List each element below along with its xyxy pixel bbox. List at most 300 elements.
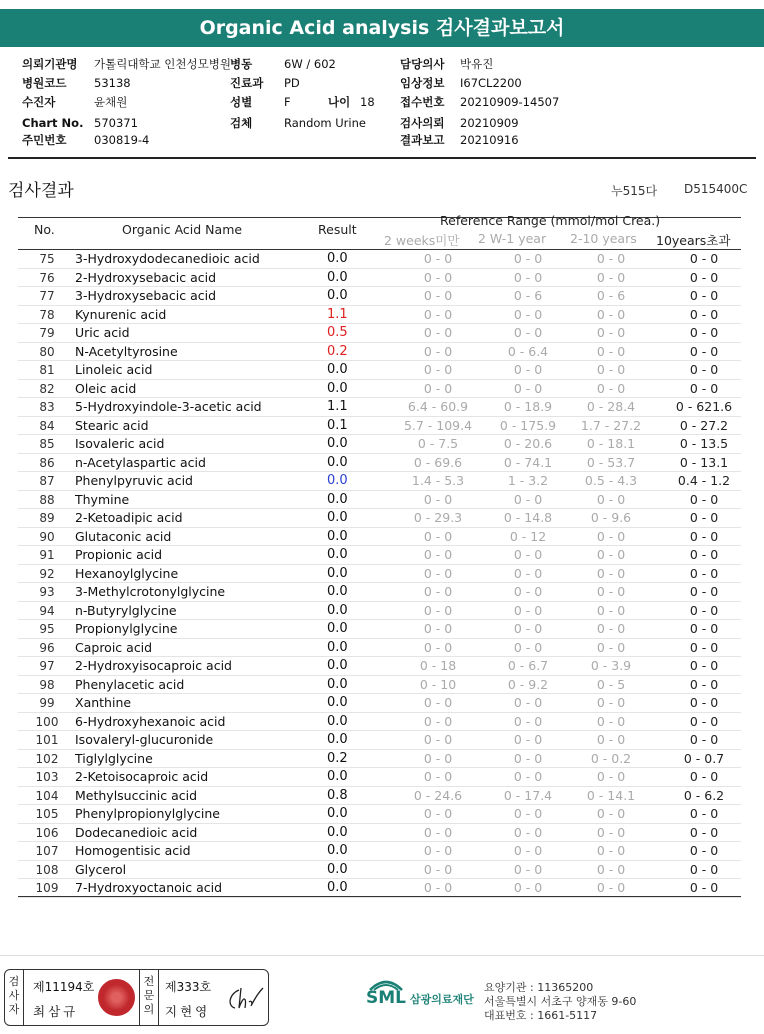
result-value: 0.0 [327,251,348,266]
ref-2weeks: 0 - 0 [423,325,453,340]
table-row [18,306,741,325]
result-value: 0.0 [327,861,348,877]
ref-2weeks: 0 - 0 [423,528,453,544]
ref-2weeks: 0 - 0 [423,824,453,840]
row-number: 89 [39,511,55,525]
ref-2weeks: 0 - 0 [423,380,453,396]
ref-2w-1y: 0 - 0 [513,880,543,895]
ref-2-10y: 0 - 0 [596,325,626,340]
sign1-number: 제11194호 [33,980,95,994]
table-row [18,861,741,880]
institution-label: 의뢰기관명 [22,57,78,71]
ref-2weeks: 0 - 0 [423,343,453,359]
sign-divider [139,970,140,1025]
ref-2weeks: 0 - 0 [423,491,453,507]
ref-10y-plus: 0 - 0 [689,713,719,729]
result-value: 0.0 [327,732,348,747]
ref-2-10y: 0 - 0 [596,528,626,544]
org-code: 요양기관 : 11365200 [484,981,594,994]
result-value: 0.0 [327,510,348,525]
ref-2-10y: 0 - 5 [596,676,626,692]
acid-name: 5-Hydroxyindole-3-acetic acid [75,399,262,414]
sex-value: F [284,95,291,109]
table-row [18,491,741,510]
org-address: 서울특별시 서초구 양재동 9-60 [484,995,637,1008]
acid-name: Phenylacetic acid [75,676,185,692]
ref-2weeks: 5.7 - 109.4 [403,417,473,433]
table-row [18,657,741,676]
ref-2-10y: 0 - 0 [596,269,626,285]
ref-2w-1y: 0 - 0 [513,565,543,581]
table-row [18,343,741,362]
ref-10y-plus: 0 - 0 [689,639,719,655]
acid-name: Hexanoylglycine [75,565,179,581]
row-number: 97 [39,659,55,673]
row-number: 75 [39,252,55,266]
row-number: 108 [35,862,59,877]
dept-label: 진료과 [230,76,264,90]
ref-2-10y: 0 - 0 [596,602,626,618]
signature-box [4,969,269,1026]
row-number: 88 [39,492,55,507]
ref-10y-plus: 0 - 0 [689,824,719,840]
acid-name: Xanthine [75,695,132,710]
acid-name: 2-Hydroxyisocaproic acid [75,658,232,673]
ref-2weeks: 0 - 69.6 [413,454,463,470]
age-label: 나이 [328,95,351,109]
ref-2w-1y: 0 - 20.6 [503,436,553,451]
result-value: 0.0 [327,269,348,285]
result-value: 0.0 [327,491,348,507]
ref-2-10y: 0 - 0 [596,547,626,562]
ref-10y-plus: 0 - 0 [689,343,719,359]
table-row [18,805,741,824]
ref-2weeks: 0 - 0 [423,288,453,303]
ref-10y-plus: 0 - 0 [689,676,719,692]
acid-name: 2-Ketoisocaproic acid [75,769,209,784]
acid-name: Phenylpropionylglycine [75,806,221,821]
sign2-role: 전 문 의 [143,975,155,1016]
chart-value: 570371 [94,116,138,130]
ref-2weeks: 0 - 0 [423,806,453,821]
ref-2w-1y: 0 - 0 [513,695,543,710]
table-row [18,583,741,602]
result-value: 0.5 [327,325,348,340]
doctor-label: 담당의사 [400,57,445,71]
report-title: Organic Acid analysis 검사결과보고서 [0,9,764,47]
sign2-number: 제333호 [165,980,212,994]
acid-name: Caproic acid [75,639,153,655]
table-row [18,398,741,417]
acid-name: 3-Hydroxydodecanedioic acid [75,251,260,266]
acid-name: Tiglylglycine [75,750,153,766]
sex-label: 성별 [230,95,253,109]
result-value: 1.1 [327,306,348,322]
row-number: 101 [35,733,59,747]
ref-2w-1y: 0 - 12 [509,528,547,544]
row-number: 84 [39,418,55,433]
acid-name: Propionic acid [75,547,163,562]
results-table [18,250,741,898]
acid-name: Linoleic acid [75,362,153,377]
ref-10y-plus: 0 - 0 [689,880,719,895]
ref-2-10y: 0 - 53.7 [586,454,636,470]
result-value: 0.0 [327,658,348,673]
acid-name: 7-Hydroxyoctanoic acid [75,880,223,895]
ref-2w-1y: 0 - 0 [513,769,543,784]
ref-2w-1y: 0 - 0 [513,602,543,618]
ref-10y-plus: 0 - 0 [689,861,719,877]
row-number: 82 [39,381,55,396]
ref-2w-1y: 0 - 0 [513,806,543,821]
acid-name: Oleic acid [75,380,137,396]
table-row [18,639,741,658]
hospital-code-value: 53138 [94,76,131,90]
ref-2w-1y: 0 - 9.2 [507,676,549,692]
ref-2weeks: 0 - 0 [423,861,453,877]
row-number: 79 [39,326,55,340]
ref-2w-1y: 0 - 0 [513,750,543,766]
table-row [18,324,741,343]
ref-10y-plus: 0 - 27.2 [679,417,729,433]
ref-2weeks: 0 - 0 [423,362,453,377]
ref-2-10y: 1.7 - 27.2 [580,417,642,433]
dept-value: PD [284,76,300,90]
result-value: 0.0 [327,713,348,729]
ref-2weeks: 0 - 0 [423,621,453,636]
sign1-name: 최삼규 [33,1004,79,1019]
result-value: 0.0 [327,547,348,562]
ref-10y-plus: 0 - 0 [689,621,719,636]
ref-2-10y: 0 - 0 [596,695,626,710]
acid-name: Uric acid [75,325,130,340]
ref-2-10y: 0 - 0 [596,343,626,359]
ref-2w-1y: 0 - 0 [513,713,543,729]
ref-2weeks: 0 - 0 [423,602,453,618]
ref-col-2-10y: 2-10 years [570,231,637,246]
result-value: 0.0 [327,676,348,692]
ref-10y-plus: 0 - 0 [689,806,719,821]
ref-2weeks: 0 - 24.6 [413,787,463,803]
ref-10y-plus: 0 - 0 [689,288,719,303]
acid-name: n-Butyrylglycine [75,602,177,618]
table-row [18,694,741,713]
ref-10y-plus: 0 - 0 [689,843,719,858]
ref-10y-plus: 0 - 13.5 [679,436,729,451]
row-number: 98 [39,677,55,692]
row-number: 77 [39,289,55,303]
ref-2-10y: 0 - 6 [596,288,626,303]
row-number: 80 [39,344,55,359]
col-result-header: Result [318,222,357,237]
ref-2-10y: 0 - 0 [596,491,626,507]
acid-name: Methylsuccinic acid [75,787,198,803]
ref-2weeks: 0 - 0 [423,769,453,784]
acid-name: N-Acetyltyrosine [75,343,178,359]
ref-2-10y: 0 - 3.9 [590,658,632,673]
ref-2w-1y: 0 - 0 [513,306,543,322]
ref-10y-plus: 0 - 0 [689,565,719,581]
result-value: 0.0 [327,436,348,451]
ref-col-2weeks: 2 weeks미만 [384,233,460,248]
ref-10y-plus: 0 - 0 [689,602,719,618]
table-row [18,417,741,436]
ref-2weeks: 1.4 - 5.3 [411,473,465,488]
ref-2-10y: 0 - 0 [596,362,626,377]
ref-2w-1y: 1 - 3.2 [507,473,549,488]
ref-2-10y: 0 - 0 [596,843,626,858]
ref-2-10y: 0.5 - 4.3 [584,473,638,488]
table-row [18,824,741,843]
result-value: 0.0 [327,362,348,377]
ref-2w-1y: 0 - 18.9 [503,399,553,414]
table-row [18,361,741,380]
row-number: 99 [39,696,55,710]
receipt-value: 20210909-14507 [460,95,560,109]
reference-range-header: Reference Range (mmol/mol Crea.) [440,213,661,228]
header-divider [8,157,756,159]
acid-name: 2-Hydroxysebacic acid [75,269,217,285]
ref-10y-plus: 0 - 0 [689,325,719,340]
result-value: 0.2 [327,343,348,359]
ref-2-10y: 0 - 0 [596,824,626,840]
result-value: 0.0 [327,769,348,784]
age-value: 18 [360,95,375,109]
receipt-label: 접수번호 [400,95,445,109]
table-row [18,565,741,584]
ref-2w-1y: 0 - 17.4 [503,787,553,803]
ref-10y-plus: 0 - 0 [689,528,719,544]
ref-10y-plus: 0 - 0 [689,269,719,285]
ref-2w-1y: 0 - 6.4 [507,343,549,359]
report-label: 결과보고 [400,133,445,147]
section-title: 검사결과 [8,181,74,201]
ref-10y-plus: 0 - 0 [689,380,719,396]
table-row [18,787,741,806]
ref-2w-1y: 0 - 6 [513,288,543,303]
ref-10y-plus: 0 - 6.2 [683,787,725,803]
ref-2-10y: 0 - 0 [596,732,626,747]
table-row [18,269,741,288]
ref-10y-plus: 0 - 0 [689,362,719,377]
ref-10y-plus: 0 - 0 [689,695,719,710]
ref-2weeks: 0 - 0 [423,732,453,747]
table-row [18,879,741,898]
ref-2w-1y: 0 - 6.7 [507,658,549,673]
ref-10y-plus: 0 - 0 [689,491,719,507]
ref-2-10y: 0 - 0 [596,380,626,396]
row-number: 76 [39,270,55,285]
ref-2weeks: 0 - 0 [423,695,453,710]
sign-divider [23,970,24,1025]
request-label: 검사의뢰 [400,116,445,130]
ref-2weeks: 0 - 0 [423,713,453,729]
ref-2-10y: 0 - 0 [596,584,626,599]
acid-name: Thymine [75,491,130,507]
table-row [18,454,741,473]
ward-label: 병동 [230,57,253,71]
table-row [18,713,741,732]
ref-2w-1y: 0 - 74.1 [503,454,553,470]
row-number: 96 [39,640,55,655]
acid-name: Homogentisic acid [75,843,191,858]
ref-col-10y-plus: 10years초과 [656,233,731,248]
ref-2-10y: 0 - 0 [596,861,626,877]
ref-10y-plus: 0 - 0 [689,769,719,784]
acid-name: Phenylpyruvic acid [75,473,193,488]
acid-name: Stearic acid [75,417,149,433]
acid-name: Dodecanedioic acid [75,824,198,840]
result-value: 0.0 [327,473,348,488]
row-number: 87 [39,474,55,488]
ref-2-10y: 0 - 0 [596,565,626,581]
result-value: 0.0 [327,880,348,895]
ref-2weeks: 0 - 29.3 [413,510,463,525]
acid-name: 3-Methylcrotonylglycine [75,584,226,599]
row-number: 102 [35,751,59,766]
row-number: 100 [35,714,59,729]
table-row [18,509,741,528]
table-row [18,472,741,491]
acid-name: 2-Ketoadipic acid [75,510,183,525]
row-number: 94 [39,603,55,618]
patient-value: 윤채원 [94,95,128,109]
ref-2weeks: 0 - 0 [423,750,453,766]
ref-2weeks: 0 - 0 [423,306,453,322]
table-row [18,250,741,269]
table-row [18,731,741,750]
result-value: 0.2 [327,750,348,766]
row-number: 92 [39,566,55,581]
ref-2w-1y: 0 - 0 [513,491,543,507]
ref-2w-1y: 0 - 0 [513,639,543,655]
result-value: 0.0 [327,380,348,396]
patient-label: 수진자 [22,95,56,109]
ref-2-10y: 0 - 0 [596,713,626,729]
ref-10y-plus: 0.4 - 1.2 [677,473,731,488]
table-row [18,380,741,399]
ref-2-10y: 0 - 0 [596,306,626,322]
test-code: D515400C [684,182,748,196]
row-number: 109 [35,881,59,895]
ref-10y-plus: 0 - 0 [689,732,719,747]
ref-2-10y: 0 - 14.1 [586,787,636,803]
ref-2w-1y: 0 - 0 [513,380,543,396]
sign1-role: 검 사 자 [8,975,20,1016]
result-value: 0.0 [327,288,348,303]
report-value: 20210916 [460,133,519,147]
acid-name: Glycerol [75,861,127,877]
row-number: 95 [39,622,55,636]
result-value: 0.0 [327,584,348,599]
ref-10y-plus: 0 - 0 [689,306,719,322]
ref-10y-plus: 0 - 0 [689,547,719,562]
ref-2weeks: 0 - 0 [423,565,453,581]
institution-value: 가톨릭대학교 인천성모병원 [94,57,231,71]
sign2-name: 지현영 [165,1004,211,1019]
official-seal-icon [98,979,135,1016]
ref-2w-1y: 0 - 0 [513,584,543,599]
result-value: 0.0 [327,806,348,821]
ref-2-10y: 0 - 0 [596,621,626,636]
table-row [18,842,741,861]
sml-logo [366,976,478,1016]
acid-name: Isovaleric acid [75,436,165,451]
table-row [18,435,741,454]
ref-2weeks: 0 - 0 [423,251,453,266]
acid-name: Kynurenic acid [75,306,167,322]
ward-value: 6W / 602 [284,57,336,71]
handwritten-signature-icon [225,984,265,1014]
table-row [18,602,741,621]
hospital-code-label: 병원코드 [22,76,67,90]
ref-2-10y: 0 - 0 [596,880,626,895]
logo-org-name: 삼광의료재단 [410,993,474,1006]
result-value: 0.0 [327,621,348,636]
acid-name: Isovaleryl-glucuronide [75,732,214,747]
test-code-korean: 누515다 [611,184,658,198]
id-label: 주민번호 [22,133,67,147]
ref-10y-plus: 0 - 0 [689,510,719,525]
clinical-label: 임상정보 [400,76,445,90]
acid-name: n-Acetylaspartic acid [75,454,206,470]
row-number: 83 [39,400,55,414]
result-value: 1.1 [327,399,348,414]
row-number: 90 [39,529,55,544]
ref-2weeks: 0 - 0 [423,269,453,285]
ref-10y-plus: 0 - 0.7 [683,750,725,766]
table-row [18,620,741,639]
ref-2w-1y: 0 - 0 [513,861,543,877]
row-number: 78 [39,307,55,322]
ref-2-10y: 0 - 9.6 [590,510,632,525]
table-row [18,528,741,547]
row-number: 86 [39,455,55,470]
col-name-header: Organic Acid Name [122,222,243,237]
ref-col-2w-1y: 2 W-1 year [478,231,547,246]
ref-10y-plus: 0 - 621.6 [675,399,733,414]
acid-name: 6-Hydroxyhexanoic acid [75,713,226,729]
ref-2weeks: 0 - 0 [423,639,453,655]
ref-2-10y: 0 - 0 [596,251,626,266]
ref-10y-plus: 0 - 13.1 [679,454,729,470]
sign-divider [158,970,159,1025]
ref-2weeks: 0 - 0 [423,547,453,562]
result-value: 0.0 [327,454,348,470]
specimen-label: 검체 [230,116,253,130]
ref-2w-1y: 0 - 0 [513,547,543,562]
table-row [18,676,741,695]
table-row [18,750,741,769]
row-number: 107 [35,844,59,858]
specimen-value: Random Urine [284,116,366,130]
logo-text: SML [366,988,406,1008]
request-value: 20210909 [460,116,519,130]
ref-2w-1y: 0 - 0 [513,362,543,377]
ref-2-10y: 0 - 0.2 [590,750,632,766]
ref-2w-1y: 0 - 175.9 [499,417,557,433]
ref-2-10y: 0 - 18.1 [586,436,636,451]
result-value: 0.0 [327,528,348,544]
result-value: 0.0 [327,639,348,655]
ref-2w-1y: 0 - 0 [513,325,543,340]
id-value: 030819-4 [94,133,150,147]
row-number: 104 [35,788,59,803]
result-value: 0.1 [327,417,348,433]
ref-2weeks: 6.4 - 60.9 [407,399,469,414]
row-number: 105 [35,807,59,821]
row-number: 81 [39,363,55,377]
